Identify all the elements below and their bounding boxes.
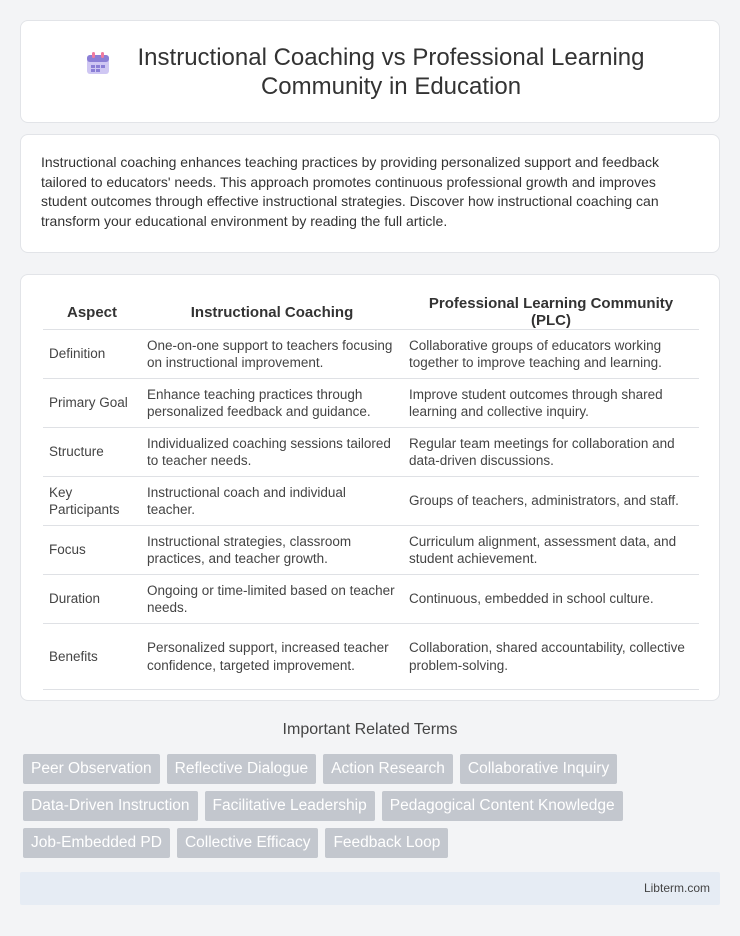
- cell-plc: Curriculum alignment, assessment data, and student achievement.: [403, 525, 699, 574]
- table-row: [43, 329, 699, 378]
- cell-aspect: Structure: [43, 427, 141, 476]
- cell-plc: Continuous, embedded in school culture.: [403, 574, 699, 623]
- cell-aspect: Primary Goal: [43, 378, 141, 427]
- comparison-table: [43, 295, 699, 690]
- related-term-tag[interactable]: Peer Observation: [23, 754, 160, 784]
- footer: [20, 872, 720, 905]
- related-term-tag[interactable]: Feedback Loop: [325, 828, 448, 858]
- page-title: Instructional Coaching vs Professional Learning Community in Education: [137, 43, 645, 100]
- related-term-tag[interactable]: Action Research: [323, 754, 453, 784]
- cell-plc: Groups of teachers, administrators, and staff.: [403, 476, 699, 525]
- header-aspect: Aspect: [66, 303, 118, 321]
- calendar-icon: [84, 49, 112, 77]
- intro-card: [20, 134, 720, 253]
- cell-coaching: Personalized support, increased teacher confidence, targeted improvement.: [141, 623, 403, 690]
- table-row: [43, 623, 699, 690]
- cell-coaching: One-on-one support to teachers focusing on instructional improvement.: [141, 329, 403, 378]
- related-term-tag[interactable]: Pedagogical Content Knowledge: [382, 791, 623, 821]
- intro-text: Instructional coaching enhances teaching practices by providing personalized support and feedback tailored to educators' needs. This approach promotes continuous professional growth and improves student outcomes through effective instructional strategies. Discover how instructional coaching can transform your educational environment by reading the full article.: [41, 154, 659, 229]
- header-plc: Professional Learning Community (PLC): [428, 295, 674, 329]
- related-term-tag[interactable]: Reflective Dialogue: [167, 754, 317, 784]
- cell-aspect: Duration: [43, 574, 141, 623]
- related-term-tag[interactable]: Collaborative Inquiry: [460, 754, 617, 784]
- footer-brand-link[interactable]: Libterm.com: [643, 881, 710, 895]
- related-term-tag[interactable]: Data-Driven Instruction: [23, 791, 198, 821]
- related-term-tag[interactable]: Job-Embedded PD: [23, 828, 170, 858]
- cell-coaching: Instructional coach and individual teacher.: [141, 476, 403, 525]
- table-row: [43, 476, 699, 525]
- table-row: [43, 427, 699, 476]
- cell-plc: Regular team meetings for collaboration and data-driven discussions.: [403, 427, 699, 476]
- related-term-tag[interactable]: Collective Efficacy: [177, 828, 318, 858]
- cell-aspect: Definition: [43, 329, 141, 378]
- related-terms-list: [23, 754, 723, 858]
- cell-plc: Improve student outcomes through shared learning and collective inquiry.: [403, 378, 699, 427]
- related-term-tag[interactable]: Facilitative Leadership: [205, 791, 375, 821]
- cell-aspect: Benefits: [43, 623, 141, 690]
- table-row: [43, 574, 699, 623]
- cell-plc: Collaboration, shared accountability, collective problem-solving.: [403, 623, 699, 690]
- title-card: [20, 20, 720, 123]
- table-row: [43, 525, 699, 574]
- header-instructional-coaching: Instructional Coaching: [190, 303, 354, 321]
- cell-coaching: Ongoing or time-limited based on teacher needs.: [141, 574, 403, 623]
- table-row: [43, 378, 699, 427]
- cell-aspect: Focus: [43, 525, 141, 574]
- cell-coaching: Instructional strategies, classroom practices, and teacher growth.: [141, 525, 403, 574]
- related-terms-title: Important Related Terms: [282, 721, 458, 738]
- cell-plc: Collaborative groups of educators working together to improve teaching and learning.: [403, 329, 699, 378]
- cell-coaching: Individualized coaching sessions tailored to teacher needs.: [141, 427, 403, 476]
- comparison-card: [20, 274, 720, 701]
- cell-coaching: Enhance teaching practices through personalized feedback and guidance.: [141, 378, 403, 427]
- table-header-row: [43, 295, 699, 329]
- cell-aspect: Key Participants: [43, 476, 141, 525]
